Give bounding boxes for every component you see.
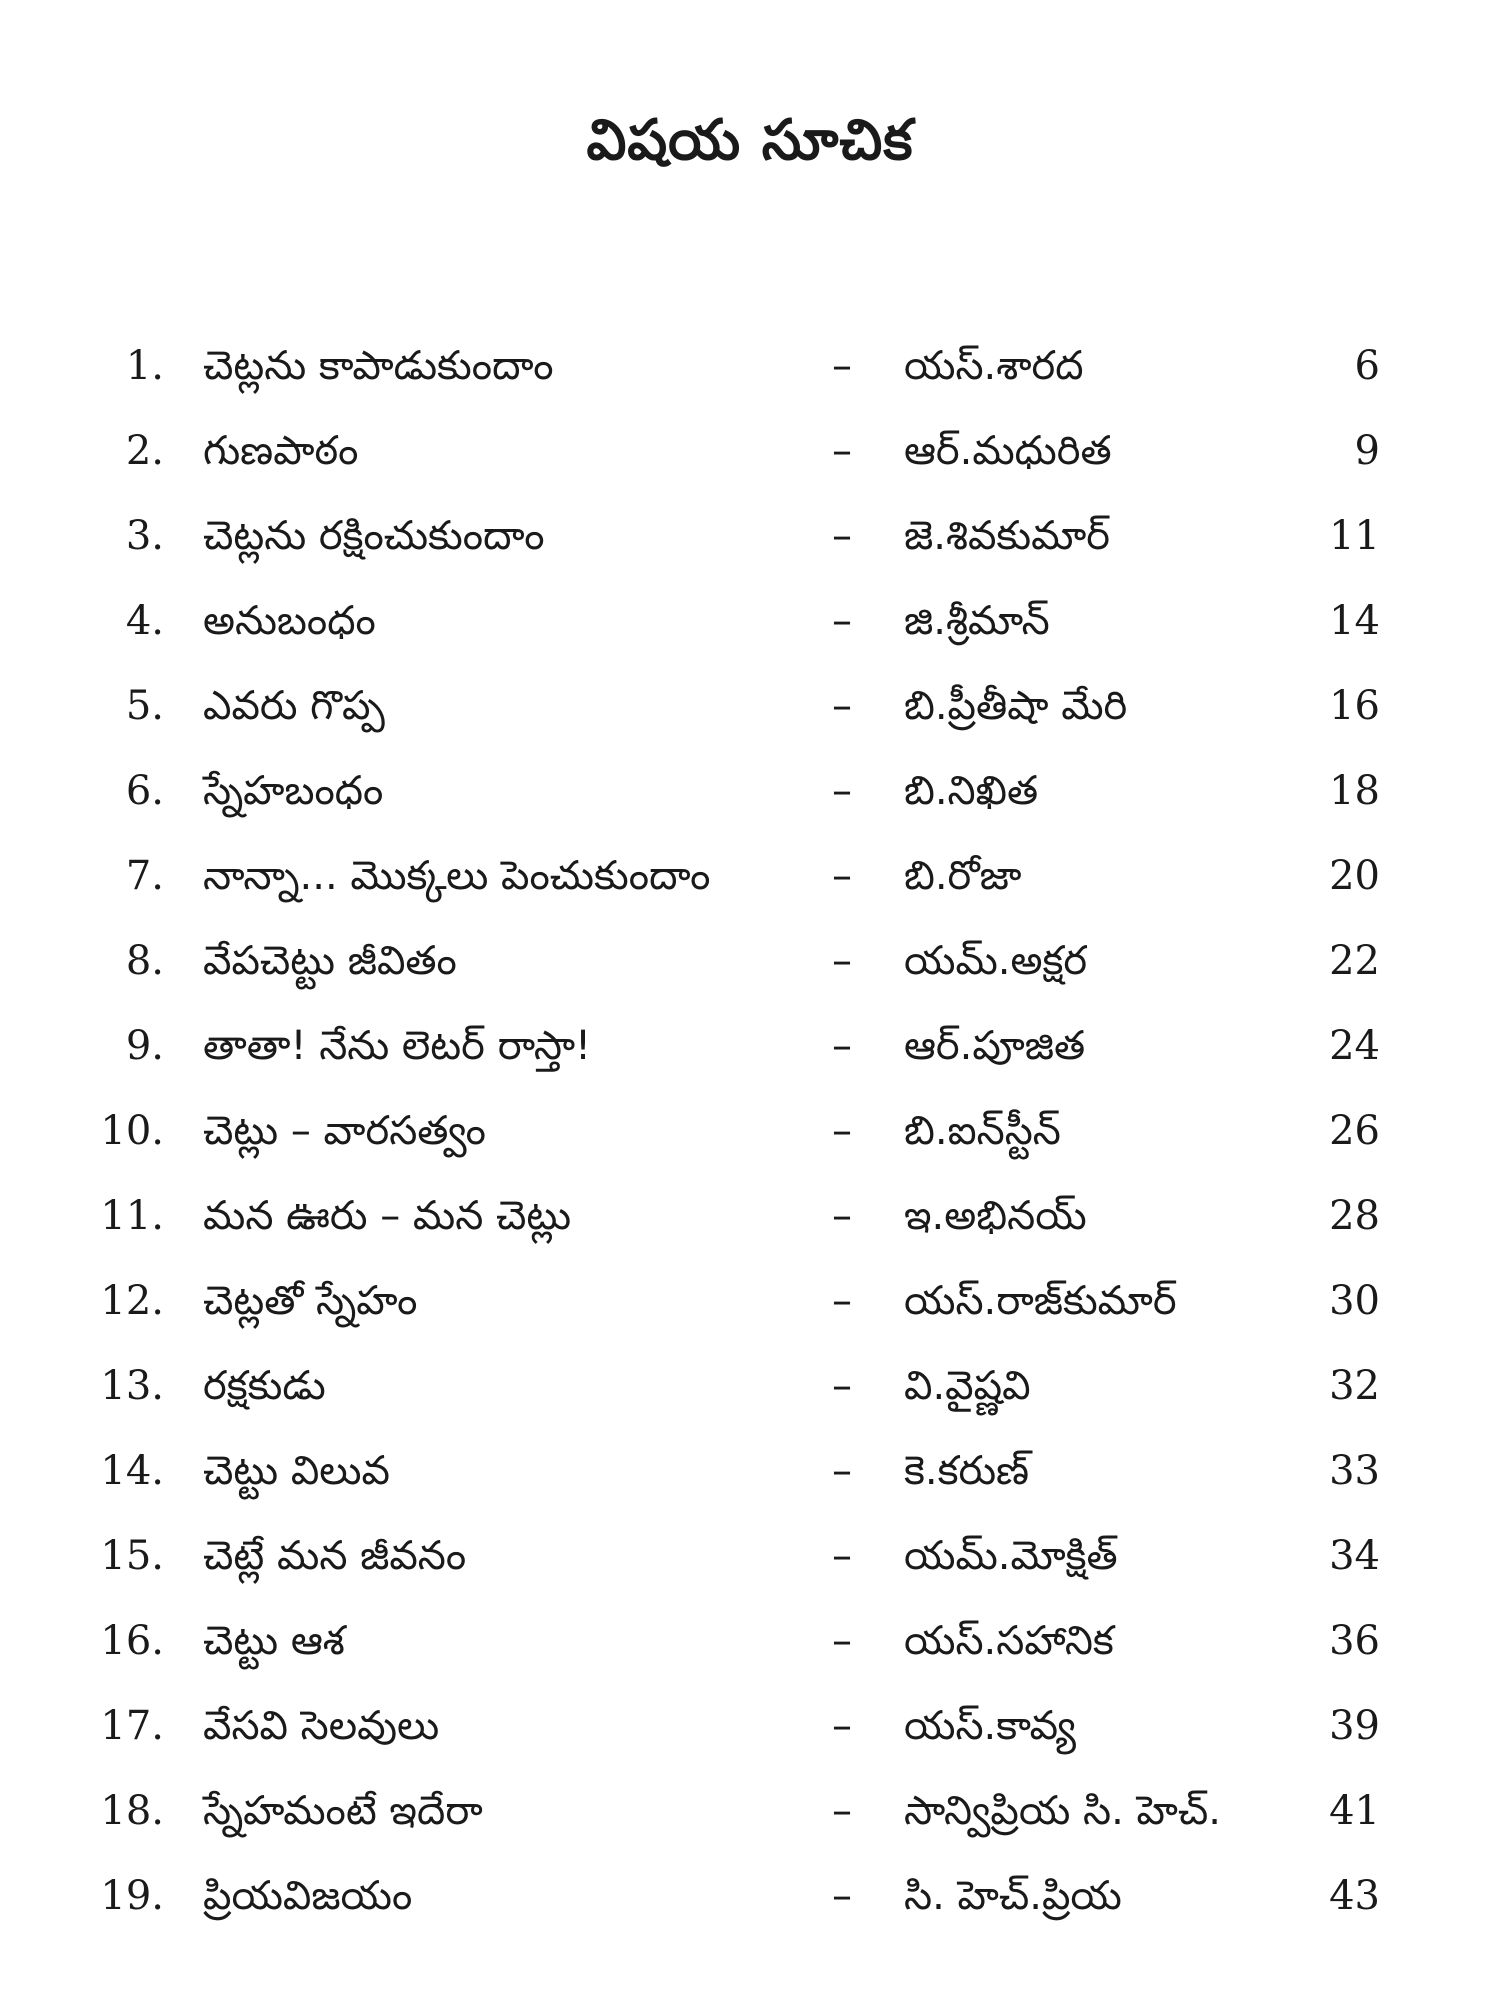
- entry-page-number: 6: [1354, 343, 1380, 389]
- entry-page-number: 30: [1329, 1278, 1380, 1324]
- entry-separator: –: [832, 1193, 852, 1239]
- entry-author: యస్.కావ్య: [904, 1703, 1076, 1749]
- toc-entry: [0, 1866, 1500, 1951]
- entry-author: యమ్.మోక్షిత్: [904, 1533, 1118, 1579]
- page-title: విషయ సూచిక: [586, 108, 914, 173]
- entry-number: 18.: [100, 1788, 164, 1834]
- entry-separator: –: [832, 343, 852, 389]
- entry-title: చెట్టు ఆశ: [203, 1618, 345, 1664]
- entry-number: 10.: [100, 1108, 164, 1154]
- entry-title: చెట్లే మన జీవనం: [203, 1533, 467, 1579]
- entry-number: 13.: [100, 1363, 164, 1409]
- entry-page-number: 18: [1329, 768, 1380, 814]
- entry-author: యస్.సహానిక: [904, 1618, 1114, 1664]
- entry-page-number: 36: [1329, 1618, 1380, 1664]
- toc-entry: [0, 761, 1500, 846]
- entry-number: 12.: [100, 1278, 164, 1324]
- entry-title: చెట్లను రక్షించుకుందాం: [203, 513, 545, 559]
- entry-author: ఆర్.మధురిత: [904, 428, 1112, 474]
- entry-number: 9.: [125, 1023, 164, 1069]
- entry-number: 19.: [100, 1873, 164, 1919]
- entry-page-number: 22: [1329, 938, 1380, 984]
- entry-page-number: 41: [1329, 1788, 1380, 1834]
- entry-separator: –: [832, 598, 852, 644]
- entry-separator: –: [832, 683, 852, 729]
- entry-number: 3.: [125, 513, 164, 559]
- entry-page-number: 34: [1329, 1533, 1380, 1579]
- toc-entry: [0, 421, 1500, 506]
- entry-author: సాన్విప్రియ సి. హెచ్.: [904, 1788, 1221, 1834]
- entry-page-number: 39: [1329, 1703, 1380, 1749]
- entry-separator: –: [832, 1278, 852, 1324]
- entry-separator: –: [832, 1788, 852, 1834]
- entry-author: ఆర్.పూజిత: [904, 1023, 1086, 1069]
- entry-title: ప్రియవిజయం: [203, 1873, 413, 1919]
- entry-title: మన ఊరు – మన చెట్లు: [203, 1193, 572, 1239]
- toc-entry: [0, 1016, 1500, 1101]
- entry-author: జె.శివకుమార్: [904, 513, 1110, 559]
- entry-number: 4.: [125, 598, 164, 644]
- entry-title: వేపచెట్టు జీవితం: [203, 938, 457, 984]
- entry-page-number: 33: [1329, 1448, 1380, 1494]
- entry-title: ఎవరు గొప్ప: [203, 683, 385, 729]
- entry-separator: –: [832, 768, 852, 814]
- entry-separator: –: [832, 1703, 852, 1749]
- entry-page-number: 32: [1329, 1363, 1380, 1409]
- toc-entry: [0, 931, 1500, 1016]
- entry-separator: –: [832, 1108, 852, 1154]
- toc-entry: [0, 506, 1500, 591]
- entry-page-number: 16: [1329, 683, 1380, 729]
- entry-title: చెట్లను కాపాడుకుందాం: [203, 343, 554, 389]
- toc-entry: [0, 336, 1500, 421]
- entry-separator: –: [832, 513, 852, 559]
- toc-entry: [0, 1611, 1500, 1696]
- entry-author: బి.ఐన్‌స్టీన్: [904, 1108, 1061, 1154]
- entry-separator: –: [832, 938, 852, 984]
- entry-page-number: 9: [1354, 428, 1380, 474]
- toc-entry: [0, 1441, 1500, 1526]
- entry-author: యమ్.అక్షర: [904, 938, 1088, 984]
- entry-author: బి.రోజా: [904, 853, 1022, 899]
- toc-entry: [0, 1101, 1500, 1186]
- entry-page-number: 26: [1329, 1108, 1380, 1154]
- entry-author: సి. హెచ్.ప్రియ: [904, 1873, 1122, 1919]
- entry-title: అనుబంధం: [203, 598, 376, 644]
- entry-page-number: 14: [1329, 598, 1380, 644]
- entry-number: 6.: [125, 768, 164, 814]
- toc-entry: [0, 1356, 1500, 1441]
- entry-separator: –: [832, 1023, 852, 1069]
- entry-title: వేసవి సెలవులు: [203, 1703, 440, 1749]
- entry-author: జి.శ్రీమాన్: [904, 598, 1050, 644]
- entry-author: యస్.రాజ్‌కుమార్: [904, 1278, 1177, 1324]
- entry-page-number: 24: [1329, 1023, 1380, 1069]
- entry-separator: –: [832, 1533, 852, 1579]
- toc-entry: [0, 1271, 1500, 1356]
- entry-number: 16.: [100, 1618, 164, 1664]
- entry-title: స్నేహబంధం: [203, 768, 384, 814]
- entry-page-number: 43: [1329, 1873, 1380, 1919]
- entry-page-number: 20: [1329, 853, 1380, 899]
- toc-entry: [0, 846, 1500, 931]
- entry-author: వి.వైష్ణవి: [904, 1363, 1031, 1409]
- entry-separator: –: [832, 1618, 852, 1664]
- entry-number: 15.: [100, 1533, 164, 1579]
- entry-title: నాన్నా... మొక్కలు పెంచుకుందాం: [203, 853, 711, 899]
- entry-separator: –: [832, 1873, 852, 1919]
- entry-number: 11.: [100, 1193, 164, 1239]
- entry-title: చెట్లు – వారసత్వం: [203, 1108, 486, 1154]
- entry-page-number: 11: [1329, 513, 1380, 559]
- toc-entry: [0, 1526, 1500, 1611]
- entry-title: చెట్టు విలువ: [203, 1448, 390, 1494]
- entry-number: 17.: [100, 1703, 164, 1749]
- entry-title: స్నేహమంటే ఇదేరా: [203, 1788, 483, 1834]
- entry-author: యస్.శారద: [904, 343, 1084, 389]
- entry-title: తాతా! నేను లెటర్ రాస్తా!: [203, 1023, 592, 1069]
- entry-separator: –: [832, 1363, 852, 1409]
- entry-author: బి.ప్రీతీషా మేరి: [904, 683, 1128, 729]
- entry-number: 7.: [125, 853, 164, 899]
- entry-title: రక్షకుడు: [203, 1363, 326, 1409]
- entry-number: 1.: [125, 343, 164, 389]
- entry-number: 14.: [100, 1448, 164, 1494]
- entry-author: కె.కరుణ్: [904, 1448, 1030, 1494]
- toc-list: [0, 336, 1500, 1951]
- entry-title: చెట్లతో స్నేహం: [203, 1278, 418, 1324]
- entry-separator: –: [832, 428, 852, 474]
- entry-number: 5.: [125, 683, 164, 729]
- entry-separator: –: [832, 853, 852, 899]
- toc-entry: [0, 1781, 1500, 1866]
- entry-title: గుణపాఠం: [203, 428, 359, 474]
- toc-entry: [0, 1696, 1500, 1781]
- toc-entry: [0, 676, 1500, 761]
- toc-entry: [0, 591, 1500, 676]
- entry-author: ఇ.అభినయ్: [904, 1193, 1087, 1239]
- entry-number: 8.: [125, 938, 164, 984]
- entry-author: బి.నిఖిత: [904, 768, 1039, 814]
- entry-number: 2.: [125, 428, 164, 474]
- entry-separator: –: [832, 1448, 852, 1494]
- toc-entry: [0, 1186, 1500, 1271]
- entry-page-number: 28: [1329, 1193, 1380, 1239]
